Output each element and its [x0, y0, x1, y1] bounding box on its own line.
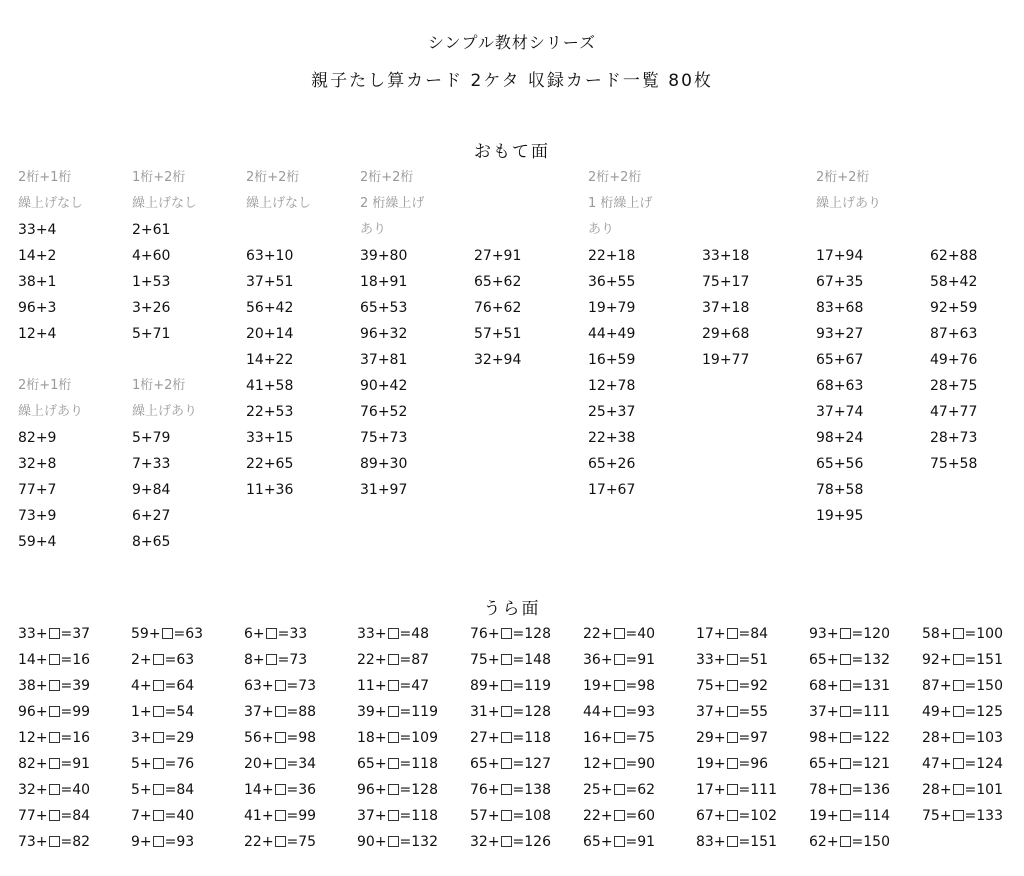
card-problem: 68+63	[816, 378, 864, 394]
card-problem: 44+49	[588, 326, 636, 342]
blank-box-icon	[388, 836, 399, 847]
card-problem: 75+17	[702, 274, 750, 290]
card-problem: 73+9	[18, 508, 57, 524]
card-problem: 18+91	[360, 274, 408, 290]
card-problem: 19+77	[702, 352, 750, 368]
card-problem: 14+22	[246, 352, 294, 368]
card-question: 89+ =119	[470, 678, 551, 694]
card-question: 73+ =82	[18, 834, 91, 850]
card-problem: 37+51	[246, 274, 294, 290]
blank-box-icon	[501, 758, 512, 769]
spacer	[702, 165, 814, 191]
card-question: 67+ =102	[696, 808, 777, 824]
card-question: 65+ =121	[809, 756, 890, 772]
card-problem: 2+61	[132, 222, 171, 238]
card-question: 90+ =132	[357, 834, 438, 850]
card-problem: 17+67	[588, 482, 636, 498]
card-problem: 89+30	[360, 456, 408, 472]
card-problem: 32+94	[474, 352, 522, 368]
blank-box-icon	[501, 784, 512, 795]
spacer	[18, 347, 130, 373]
back-column	[470, 621, 582, 855]
card-problem: 28+73	[930, 430, 978, 446]
card-question: 6+ =33	[244, 626, 308, 642]
card-problem: 11+36	[246, 482, 294, 498]
front-column	[132, 165, 244, 555]
card-question: 65+ =118	[357, 756, 438, 772]
card-problem: 98+24	[816, 430, 864, 446]
blank-box-icon	[388, 758, 399, 769]
category-label: 2 桁繰上げ	[360, 196, 425, 211]
back-column	[583, 621, 695, 855]
blank-box-icon	[153, 654, 164, 665]
card-problem: 57+51	[474, 326, 522, 342]
card-problem: 6+27	[132, 508, 171, 524]
card-question: 49+ =125	[922, 704, 1003, 720]
card-question: 36+ =91	[583, 652, 656, 668]
category-label: 繰上げなし	[246, 196, 312, 211]
blank-box-icon	[388, 680, 399, 691]
card-question: 8+ =73	[244, 652, 308, 668]
blank-box-icon	[501, 706, 512, 717]
card-problem: 38+1	[18, 274, 57, 290]
blank-box-icon	[49, 810, 60, 821]
blank-box-icon	[501, 810, 512, 821]
blank-box-icon	[727, 732, 738, 743]
front-column	[702, 165, 814, 373]
blank-box-icon	[614, 628, 625, 639]
back-column	[809, 621, 921, 855]
card-problem: 76+52	[360, 404, 408, 420]
front-column	[360, 165, 472, 503]
card-question: 32+ =40	[18, 782, 91, 798]
category-label: 1 桁繰上げ	[588, 196, 653, 211]
card-problem: 19+95	[816, 508, 864, 524]
card-question: 96+ =99	[18, 704, 91, 720]
card-question: 25+ =62	[583, 782, 656, 798]
spacer	[930, 165, 1024, 191]
blank-box-icon	[727, 810, 738, 821]
spacer	[474, 217, 586, 243]
card-problem: 14+2	[18, 248, 57, 264]
front-column	[246, 165, 358, 503]
blank-box-icon	[953, 784, 964, 795]
card-question: 18+ =109	[357, 730, 438, 746]
blank-box-icon	[388, 810, 399, 821]
card-question: 5+ =84	[131, 782, 195, 798]
card-question: 37+ =55	[696, 704, 769, 720]
blank-box-icon	[153, 732, 164, 743]
blank-box-icon	[614, 758, 625, 769]
front-column	[816, 165, 928, 529]
blank-box-icon	[840, 758, 851, 769]
card-question: 75+ =148	[470, 652, 551, 668]
category-label: 繰上げあり	[132, 404, 198, 419]
card-problem: 39+80	[360, 248, 408, 264]
category-label: 2桁+2桁	[246, 170, 300, 185]
card-question: 19+ =98	[583, 678, 656, 694]
blank-box-icon	[727, 836, 738, 847]
card-problem: 63+10	[246, 248, 294, 264]
card-question: 14+ =36	[244, 782, 317, 798]
blank-box-icon	[49, 706, 60, 717]
card-problem: 56+42	[246, 300, 294, 316]
card-problem: 25+37	[588, 404, 636, 420]
card-problem: 87+63	[930, 326, 978, 342]
card-problem: 41+58	[246, 378, 294, 394]
blank-box-icon	[153, 810, 164, 821]
back-column	[18, 621, 130, 855]
card-problem: 75+58	[930, 456, 978, 472]
card-problem: 58+42	[930, 274, 978, 290]
card-question: 1+ =54	[131, 704, 195, 720]
category-label: 2桁+1桁	[18, 378, 72, 393]
spacer	[474, 191, 586, 217]
card-problem: 16+59	[588, 352, 636, 368]
card-problem: 65+26	[588, 456, 636, 472]
card-problem: 22+38	[588, 430, 636, 446]
front-column	[588, 165, 700, 503]
category-label: 1桁+2桁	[132, 378, 186, 393]
blank-box-icon	[275, 836, 286, 847]
card-problem: 31+97	[360, 482, 408, 498]
blank-box-icon	[727, 654, 738, 665]
spacer	[474, 165, 586, 191]
card-problem: 19+79	[588, 300, 636, 316]
blank-box-icon	[727, 628, 738, 639]
card-problem: 36+55	[588, 274, 636, 290]
card-problem: 33+18	[702, 248, 750, 264]
blank-box-icon	[727, 680, 738, 691]
card-question: 59+ =63	[131, 626, 204, 642]
blank-box-icon	[153, 680, 164, 691]
card-problem: 22+65	[246, 456, 294, 472]
blank-box-icon	[840, 784, 851, 795]
blank-box-icon	[49, 836, 60, 847]
card-problem: 65+62	[474, 274, 522, 290]
card-problem: 76+62	[474, 300, 522, 316]
card-problem: 96+32	[360, 326, 408, 342]
blank-box-icon	[614, 706, 625, 717]
card-question: 7+ =40	[131, 808, 195, 824]
card-problem: 1+53	[132, 274, 171, 290]
front-column	[930, 165, 1024, 477]
card-question: 47+ =124	[922, 756, 1003, 772]
blank-box-icon	[275, 810, 286, 821]
card-problem: 8+65	[132, 534, 171, 550]
blank-box-icon	[275, 758, 286, 769]
blank-box-icon	[614, 836, 625, 847]
card-question: 37+ =111	[809, 704, 890, 720]
card-problem: 90+42	[360, 378, 408, 394]
card-problem: 7+33	[132, 456, 171, 472]
blank-box-icon	[501, 654, 512, 665]
card-question: 41+ =99	[244, 808, 317, 824]
card-problem: 5+79	[132, 430, 171, 446]
blank-box-icon	[953, 654, 964, 665]
card-question: 19+ =96	[696, 756, 769, 772]
blank-box-icon	[501, 836, 512, 847]
blank-box-icon	[614, 654, 625, 665]
card-question: 63+ =73	[244, 678, 317, 694]
card-question: 78+ =136	[809, 782, 890, 798]
card-question: 2+ =63	[131, 652, 195, 668]
spacer	[246, 217, 358, 243]
category-label: あり	[588, 222, 615, 237]
card-question: 76+ =138	[470, 782, 551, 798]
front-column	[474, 165, 586, 373]
blank-box-icon	[840, 654, 851, 665]
card-problem: 5+71	[132, 326, 171, 342]
blank-box-icon	[388, 732, 399, 743]
card-problem: 83+68	[816, 300, 864, 316]
card-question: 22+ =40	[583, 626, 656, 642]
card-question: 14+ =16	[18, 652, 91, 668]
blank-box-icon	[49, 654, 60, 665]
card-problem: 75+73	[360, 430, 408, 446]
card-problem: 65+56	[816, 456, 864, 472]
card-question: 19+ =114	[809, 808, 890, 824]
card-problem: 17+94	[816, 248, 864, 264]
front-column	[18, 165, 130, 555]
card-problem: 67+35	[816, 274, 864, 290]
card-question: 12+ =16	[18, 730, 91, 746]
card-problem: 9+84	[132, 482, 171, 498]
blank-box-icon	[840, 628, 851, 639]
card-problem: 62+88	[930, 248, 978, 264]
card-problem: 33+15	[246, 430, 294, 446]
card-question: 58+ =100	[922, 626, 1003, 642]
blank-box-icon	[727, 784, 738, 795]
blank-box-icon	[614, 810, 625, 821]
card-question: 44+ =93	[583, 704, 656, 720]
blank-box-icon	[840, 836, 851, 847]
card-question: 75+ =133	[922, 808, 1003, 824]
card-question: 98+ =122	[809, 730, 890, 746]
card-question: 37+ =118	[357, 808, 438, 824]
card-problem: 65+67	[816, 352, 864, 368]
card-problem: 78+58	[816, 482, 864, 498]
spacer	[930, 191, 1024, 217]
spacer	[702, 217, 814, 243]
blank-box-icon	[49, 784, 60, 795]
category-label: 1桁+2桁	[132, 170, 186, 185]
card-question: 9+ =93	[131, 834, 195, 850]
card-question: 4+ =64	[131, 678, 195, 694]
card-question: 68+ =131	[809, 678, 890, 694]
blank-box-icon	[49, 758, 60, 769]
card-question: 17+ =84	[696, 626, 769, 642]
blank-box-icon	[275, 706, 286, 717]
blank-box-icon	[49, 628, 60, 639]
category-label: 2桁+2桁	[360, 170, 414, 185]
blank-box-icon	[501, 680, 512, 691]
card-question: 38+ =39	[18, 678, 91, 694]
blank-box-icon	[840, 732, 851, 743]
spacer	[702, 191, 814, 217]
card-question: 17+ =111	[696, 782, 777, 798]
blank-box-icon	[840, 810, 851, 821]
blank-box-icon	[153, 706, 164, 717]
blank-box-icon	[614, 732, 625, 743]
category-label: 繰上げなし	[18, 196, 84, 211]
back-column	[244, 621, 356, 855]
card-question: 16+ =75	[583, 730, 656, 746]
card-problem: 77+7	[18, 482, 57, 498]
card-question: 56+ =98	[244, 730, 317, 746]
card-question: 57+ =108	[470, 808, 551, 824]
blank-box-icon	[501, 732, 512, 743]
spacer	[930, 217, 1024, 243]
blank-box-icon	[614, 680, 625, 691]
card-question: 76+ =128	[470, 626, 551, 642]
card-question: 22+ =87	[357, 652, 430, 668]
card-problem: 28+75	[930, 378, 978, 394]
card-problem: 12+4	[18, 326, 57, 342]
card-problem: 65+53	[360, 300, 408, 316]
blank-box-icon	[388, 654, 399, 665]
card-problem: 82+9	[18, 430, 57, 446]
card-question: 20+ =34	[244, 756, 317, 772]
blank-box-icon	[49, 680, 60, 691]
blank-box-icon	[953, 706, 964, 717]
card-problem: 49+76	[930, 352, 978, 368]
card-problem: 33+4	[18, 222, 57, 238]
blank-box-icon	[388, 784, 399, 795]
card-question: 33+ =48	[357, 626, 430, 642]
card-question: 22+ =75	[244, 834, 317, 850]
card-question: 11+ =47	[357, 678, 430, 694]
card-question: 32+ =126	[470, 834, 551, 850]
front-section-title: おもて面	[474, 142, 550, 162]
page-title: 親子たし算カード 2ケタ 収録カード一覧 80枚	[311, 71, 713, 91]
card-question: 83+ =151	[696, 834, 777, 850]
card-question: 75+ =92	[696, 678, 769, 694]
category-label: 繰上げなし	[132, 196, 198, 211]
back-column	[922, 621, 1024, 829]
blank-box-icon	[614, 784, 625, 795]
blank-box-icon	[153, 758, 164, 769]
blank-box-icon	[266, 654, 277, 665]
card-question: 82+ =91	[18, 756, 91, 772]
card-question: 31+ =128	[470, 704, 551, 720]
card-question: 28+ =101	[922, 782, 1003, 798]
card-problem: 59+4	[18, 534, 57, 550]
card-problem: 12+78	[588, 378, 636, 394]
blank-box-icon	[840, 706, 851, 717]
blank-box-icon	[727, 758, 738, 769]
card-problem: 32+8	[18, 456, 57, 472]
card-problem: 22+53	[246, 404, 294, 420]
card-problem: 37+74	[816, 404, 864, 420]
card-problem: 47+77	[930, 404, 978, 420]
spacer	[816, 217, 928, 243]
card-question: 5+ =76	[131, 756, 195, 772]
blank-box-icon	[266, 628, 277, 639]
card-problem: 3+26	[132, 300, 171, 316]
card-question: 65+ =91	[583, 834, 656, 850]
card-problem: 20+14	[246, 326, 294, 342]
card-question: 3+ =29	[131, 730, 195, 746]
category-label: 2桁+1桁	[18, 170, 72, 185]
card-question: 77+ =84	[18, 808, 91, 824]
card-question: 65+ =127	[470, 756, 551, 772]
blank-box-icon	[275, 680, 286, 691]
blank-box-icon	[275, 732, 286, 743]
card-problem: 29+68	[702, 326, 750, 342]
blank-box-icon	[275, 784, 286, 795]
back-section-title: うら面	[483, 599, 541, 619]
card-question: 22+ =60	[583, 808, 656, 824]
card-problem: 96+3	[18, 300, 57, 316]
card-question: 62+ =150	[809, 834, 890, 850]
back-column	[696, 621, 808, 855]
card-question: 92+ =151	[922, 652, 1003, 668]
blank-box-icon	[153, 784, 164, 795]
card-problem: 4+60	[132, 248, 171, 264]
card-question: 93+ =120	[809, 626, 890, 642]
blank-box-icon	[953, 628, 964, 639]
blank-box-icon	[953, 680, 964, 691]
category-label: 2桁+2桁	[816, 170, 870, 185]
blank-box-icon	[153, 836, 164, 847]
card-question: 33+ =51	[696, 652, 769, 668]
card-problem: 22+18	[588, 248, 636, 264]
card-problem: 27+91	[474, 248, 522, 264]
card-question: 27+ =118	[470, 730, 551, 746]
card-problem: 37+81	[360, 352, 408, 368]
blank-box-icon	[953, 810, 964, 821]
blank-box-icon	[388, 628, 399, 639]
category-label: 2桁+2桁	[588, 170, 642, 185]
category-label: 繰上げあり	[816, 196, 882, 211]
card-problem: 37+18	[702, 300, 750, 316]
card-question: 87+ =150	[922, 678, 1003, 694]
spacer	[132, 347, 244, 373]
card-question: 33+ =37	[18, 626, 91, 642]
card-question: 37+ =88	[244, 704, 317, 720]
category-label: あり	[360, 222, 387, 237]
card-problem: 93+27	[816, 326, 864, 342]
blank-box-icon	[162, 628, 173, 639]
card-question: 28+ =103	[922, 730, 1003, 746]
card-question: 96+ =128	[357, 782, 438, 798]
back-column	[357, 621, 469, 855]
blank-box-icon	[727, 706, 738, 717]
series-title: シンプル教材シリーズ	[427, 33, 597, 52]
blank-box-icon	[501, 628, 512, 639]
card-question: 39+ =119	[357, 704, 438, 720]
card-problem: 92+59	[930, 300, 978, 316]
card-question: 12+ =90	[583, 756, 656, 772]
category-label: 繰上げあり	[18, 404, 84, 419]
blank-box-icon	[388, 706, 399, 717]
back-column	[131, 621, 243, 855]
blank-box-icon	[840, 680, 851, 691]
card-question: 29+ =97	[696, 730, 769, 746]
card-question: 65+ =132	[809, 652, 890, 668]
blank-box-icon	[49, 732, 60, 743]
blank-box-icon	[953, 758, 964, 769]
blank-box-icon	[953, 732, 964, 743]
